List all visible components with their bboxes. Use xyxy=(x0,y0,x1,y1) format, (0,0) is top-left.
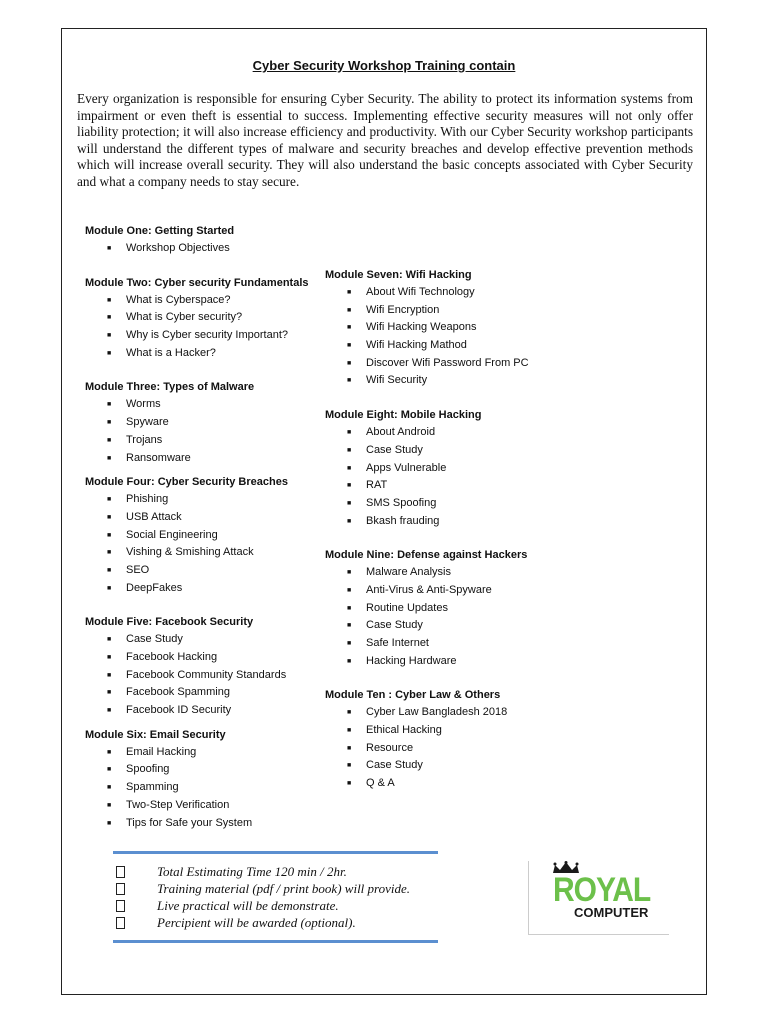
document-title: Cyber Security Workshop Training contain xyxy=(252,58,516,73)
module-title: Module Eight: Mobile Hacking xyxy=(325,409,482,422)
module-topic-item xyxy=(325,355,585,373)
notes-list xyxy=(113,863,410,931)
module-topic-text: Wifi Security xyxy=(366,374,428,387)
module-topic-item xyxy=(85,491,330,509)
module-gap xyxy=(85,597,330,614)
module-topic-text: Facebook Spamming xyxy=(126,686,230,699)
module-topic-list xyxy=(325,704,585,792)
module-section xyxy=(85,474,330,597)
module-topic-text: SMS Spoofing xyxy=(366,496,437,509)
module-topic-item xyxy=(85,797,330,815)
module-section xyxy=(325,547,585,670)
module-topic-text: DeepFakes xyxy=(126,581,183,594)
module-topic-item xyxy=(325,284,585,302)
module-topic-item xyxy=(85,815,330,833)
square-bullet-icon: ■ xyxy=(107,801,112,809)
module-topic-text: Bkash frauding xyxy=(366,514,440,527)
module-topic-item xyxy=(85,580,330,598)
intro-paragraph: Every organization is responsible for ensuring Cyber Security. The ability to protect its information systems from impairment or even theft is essential to success. Implementing effective security measures will not only offer liability protection; it will also increase efficiency and productivity. With our Cyber Security workshop participants will understand the different types of malware and security breaches and develop effective prevention methods which will increase overall security. They will also understand the basic concepts associated with Cyber Security and what a company needs to stay secure. xyxy=(77,91,693,189)
module-section xyxy=(85,727,330,832)
module-topic-item xyxy=(325,302,585,320)
square-bullet-icon: ■ xyxy=(347,762,352,770)
module-gap xyxy=(325,670,585,687)
module-topic-item xyxy=(85,396,330,414)
module-topic-item xyxy=(325,722,585,740)
square-bullet-icon: ■ xyxy=(107,436,112,444)
module-topic-item xyxy=(325,757,585,775)
note-text: Live practical will be demonstrate. xyxy=(157,898,339,913)
logo-brand-text: ROYAL xyxy=(553,871,651,909)
module-topic-text: What is a Hacker? xyxy=(126,346,216,359)
square-bullet-icon: ■ xyxy=(347,586,352,594)
module-topic-list xyxy=(85,491,330,597)
module-topic-item xyxy=(85,544,330,562)
module-topic-item xyxy=(325,319,585,337)
modules-right-column xyxy=(325,267,585,793)
module-topic-list xyxy=(85,631,330,719)
note-text: Training material (pdf / print book) will provide. xyxy=(157,881,411,896)
module-topic-item xyxy=(325,582,585,600)
square-bullet-icon: ■ xyxy=(347,429,352,437)
note-text: Percipient will be awarded (optional). xyxy=(157,915,356,930)
module-topic-list xyxy=(85,396,330,467)
module-gap xyxy=(325,530,585,547)
square-bullet-icon: ■ xyxy=(107,748,112,756)
module-section xyxy=(85,223,330,258)
square-bullet-icon: ■ xyxy=(347,569,352,577)
module-topic-text: Spamming xyxy=(126,781,179,794)
module-topic-text: Routine Updates xyxy=(366,601,448,614)
module-topic-item xyxy=(325,513,585,531)
module-topic-text: Facebook ID Security xyxy=(126,704,232,717)
module-section xyxy=(325,687,585,792)
module-topic-text: Q & A xyxy=(366,777,395,790)
module-topic-text: Case Study xyxy=(366,759,423,772)
module-topic-item xyxy=(85,309,330,327)
module-topic-item xyxy=(85,327,330,345)
module-topic-text: Two-Step Verification xyxy=(126,798,230,811)
module-topic-text: Trojans xyxy=(126,433,163,446)
square-bullet-icon: ■ xyxy=(107,549,112,557)
module-topic-text: Cyber Law Bangladesh 2018 xyxy=(366,706,508,719)
square-bullet-icon: ■ xyxy=(347,342,352,350)
module-topic-text: Social Engineering xyxy=(126,528,218,541)
module-topic-text: Worms xyxy=(126,398,161,411)
notes-bottom-rule xyxy=(113,940,438,943)
module-topic-text: Anti-Virus & Anti-Spyware xyxy=(366,583,492,596)
module-title: Module Three: Types of Malware xyxy=(85,381,255,394)
module-topic-item xyxy=(325,442,585,460)
royal-computer-logo xyxy=(528,861,669,935)
modules-left-column xyxy=(85,223,330,832)
module-section xyxy=(325,267,585,390)
module-topic-item xyxy=(85,345,330,363)
document-page xyxy=(61,28,707,995)
square-bullet-icon: ■ xyxy=(347,446,352,454)
module-topic-item xyxy=(85,667,330,685)
module-topic-text: Spyware xyxy=(126,416,169,429)
note-item xyxy=(113,897,410,914)
square-bullet-icon: ■ xyxy=(107,454,112,462)
square-bullet-icon: ■ xyxy=(107,671,112,679)
square-bullet-icon: ■ xyxy=(347,464,352,472)
note-item xyxy=(113,880,410,897)
module-title: Module One: Getting Started xyxy=(85,225,235,237)
module-topic-item xyxy=(325,372,585,390)
module-topic-item xyxy=(85,414,330,432)
module-topic-text: About Wifi Technology xyxy=(366,286,475,298)
module-topic-list xyxy=(85,744,330,832)
module-topic-item xyxy=(85,527,330,545)
logo-sub-text: COMPUTER xyxy=(574,905,649,920)
square-bullet-icon: ■ xyxy=(107,766,112,774)
module-section xyxy=(85,614,330,719)
note-text: Total Estimating Time 120 min / 2hr. xyxy=(157,864,347,879)
module-topic-text: RAT xyxy=(366,479,388,492)
module-gap xyxy=(85,467,330,474)
module-topic-item xyxy=(325,600,585,618)
module-topic-item xyxy=(85,292,330,310)
square-bullet-icon: ■ xyxy=(347,482,352,490)
module-title: Module Five: Facebook Security xyxy=(85,616,254,629)
module-title: Module Four: Cyber Security Breaches xyxy=(85,476,288,489)
module-topic-item xyxy=(85,744,330,762)
note-item xyxy=(113,863,410,880)
module-topic-text: Why is Cyber security Important? xyxy=(126,329,288,342)
module-topic-list xyxy=(325,284,585,390)
module-topic-text: About Android xyxy=(366,426,436,439)
training-notes xyxy=(113,851,438,943)
module-topic-list xyxy=(325,424,585,530)
module-topic-text: Hacking Hardware xyxy=(366,654,457,667)
module-topic-item xyxy=(325,635,585,653)
square-bullet-icon: ■ xyxy=(107,349,112,357)
module-topic-text: Tips for Safe your System xyxy=(126,816,253,829)
square-bullet-icon: ■ xyxy=(347,709,352,717)
module-section xyxy=(85,275,330,363)
square-bullet-icon: ■ xyxy=(347,306,352,314)
square-bullet-icon: ■ xyxy=(347,622,352,630)
notes-top-rule xyxy=(113,851,438,854)
square-bullet-icon: ■ xyxy=(107,566,112,574)
module-topic-text: Workshop Objectives xyxy=(126,242,230,254)
square-bullet-icon: ■ xyxy=(107,245,112,252)
module-topic-text: Case Study xyxy=(126,633,183,646)
module-topic-text: Vishing & Smishing Attack xyxy=(126,546,254,559)
note-item xyxy=(113,914,410,931)
square-bullet-icon: ■ xyxy=(107,513,112,521)
module-topic-item xyxy=(325,653,585,671)
module-topic-text: Facebook Community Standards xyxy=(126,668,287,681)
square-bullet-icon: ■ xyxy=(347,377,352,385)
module-topic-item xyxy=(85,631,330,649)
module-title: Module Nine: Defense against Hackers xyxy=(325,549,528,562)
module-gap xyxy=(85,362,330,379)
checkbox-icon xyxy=(116,900,125,912)
module-topic-item xyxy=(325,740,585,758)
square-bullet-icon: ■ xyxy=(107,654,112,661)
module-topic-text: USB Attack xyxy=(126,510,182,523)
square-bullet-icon: ■ xyxy=(347,727,352,735)
module-topic-item xyxy=(85,761,330,779)
module-section xyxy=(85,379,330,467)
module-topic-item xyxy=(85,649,330,667)
module-gap xyxy=(85,720,330,727)
square-bullet-icon: ■ xyxy=(107,784,112,792)
module-gap xyxy=(325,390,585,407)
module-topic-item xyxy=(325,460,585,478)
square-bullet-icon: ■ xyxy=(107,332,112,340)
module-title: Module Six: Email Security xyxy=(85,728,226,741)
module-topic-item xyxy=(325,337,585,355)
square-bullet-icon: ■ xyxy=(347,289,352,296)
module-topic-text: SEO xyxy=(126,563,150,576)
square-bullet-icon: ■ xyxy=(347,640,352,647)
square-bullet-icon: ■ xyxy=(107,707,112,715)
square-bullet-icon: ■ xyxy=(347,324,352,332)
module-topic-list xyxy=(85,240,330,258)
module-topic-item xyxy=(85,509,330,527)
module-topic-item xyxy=(85,562,330,580)
module-topic-text: Spoofing xyxy=(126,763,170,776)
square-bullet-icon: ■ xyxy=(107,584,112,592)
module-topic-text: Email Hacking xyxy=(126,745,197,758)
module-title: Module Seven: Wifi Hacking xyxy=(325,269,472,281)
module-topic-item xyxy=(325,775,585,793)
module-topic-item xyxy=(325,424,585,442)
square-bullet-icon: ■ xyxy=(107,496,112,504)
square-bullet-icon: ■ xyxy=(347,744,352,752)
square-bullet-icon: ■ xyxy=(347,657,352,665)
square-bullet-icon: ■ xyxy=(107,419,112,427)
module-topic-text: What is Cyberspace? xyxy=(126,293,231,306)
square-bullet-icon: ■ xyxy=(107,296,112,304)
module-title: Module Two: Cyber security Fundamentals xyxy=(85,276,309,289)
module-topic-item xyxy=(85,432,330,450)
module-topic-item xyxy=(85,702,330,720)
square-bullet-icon: ■ xyxy=(347,499,352,507)
module-topic-text: Case Study xyxy=(366,619,423,632)
module-topic-text: Safe Internet xyxy=(366,637,429,649)
checkbox-icon xyxy=(116,917,125,929)
module-gap xyxy=(85,258,330,275)
square-bullet-icon: ■ xyxy=(347,517,352,525)
module-topic-text: Discover Wifi Password From PC xyxy=(366,356,529,369)
module-topic-text: Ransomware xyxy=(126,451,191,464)
module-topic-item xyxy=(85,240,330,258)
checkbox-icon xyxy=(116,883,125,895)
module-topic-text: Facebook Hacking xyxy=(126,651,218,663)
module-title: Module Ten : Cyber Law & Others xyxy=(325,689,501,702)
module-topic-item xyxy=(325,564,585,582)
square-bullet-icon: ■ xyxy=(107,531,112,539)
square-bullet-icon: ■ xyxy=(347,780,352,788)
module-topic-item xyxy=(325,704,585,722)
square-bullet-icon: ■ xyxy=(107,689,112,697)
module-topic-text: Wifi Encryption xyxy=(366,303,440,316)
square-bullet-icon: ■ xyxy=(347,604,352,612)
square-bullet-icon: ■ xyxy=(107,636,112,644)
square-bullet-icon: ■ xyxy=(347,359,352,367)
module-topic-text: Wifi Hacking Weapons xyxy=(366,321,477,334)
module-topic-text: Apps Vulnerable xyxy=(366,461,447,474)
checkbox-icon xyxy=(116,866,125,878)
module-topic-list xyxy=(85,292,330,363)
module-topic-item xyxy=(325,477,585,495)
module-topic-text: Ethical Hacking xyxy=(366,724,442,737)
square-bullet-icon: ■ xyxy=(107,401,112,409)
module-topic-item xyxy=(325,617,585,635)
module-topic-text: Wifi Hacking Mathod xyxy=(366,339,467,352)
module-topic-item xyxy=(85,684,330,702)
module-topic-text: Resource xyxy=(366,741,414,754)
module-topic-item xyxy=(85,779,330,797)
square-bullet-icon: ■ xyxy=(107,314,112,322)
module-topic-text: What is Cyber security? xyxy=(126,311,243,324)
module-topic-text: Phishing xyxy=(126,493,169,506)
module-topic-list xyxy=(325,564,585,670)
module-topic-text: Malware Analysis xyxy=(366,566,451,579)
module-topic-item xyxy=(325,495,585,513)
module-topic-item xyxy=(85,450,330,468)
module-topic-text: Case Study xyxy=(366,443,423,456)
module-section xyxy=(325,407,585,530)
square-bullet-icon: ■ xyxy=(107,819,112,827)
